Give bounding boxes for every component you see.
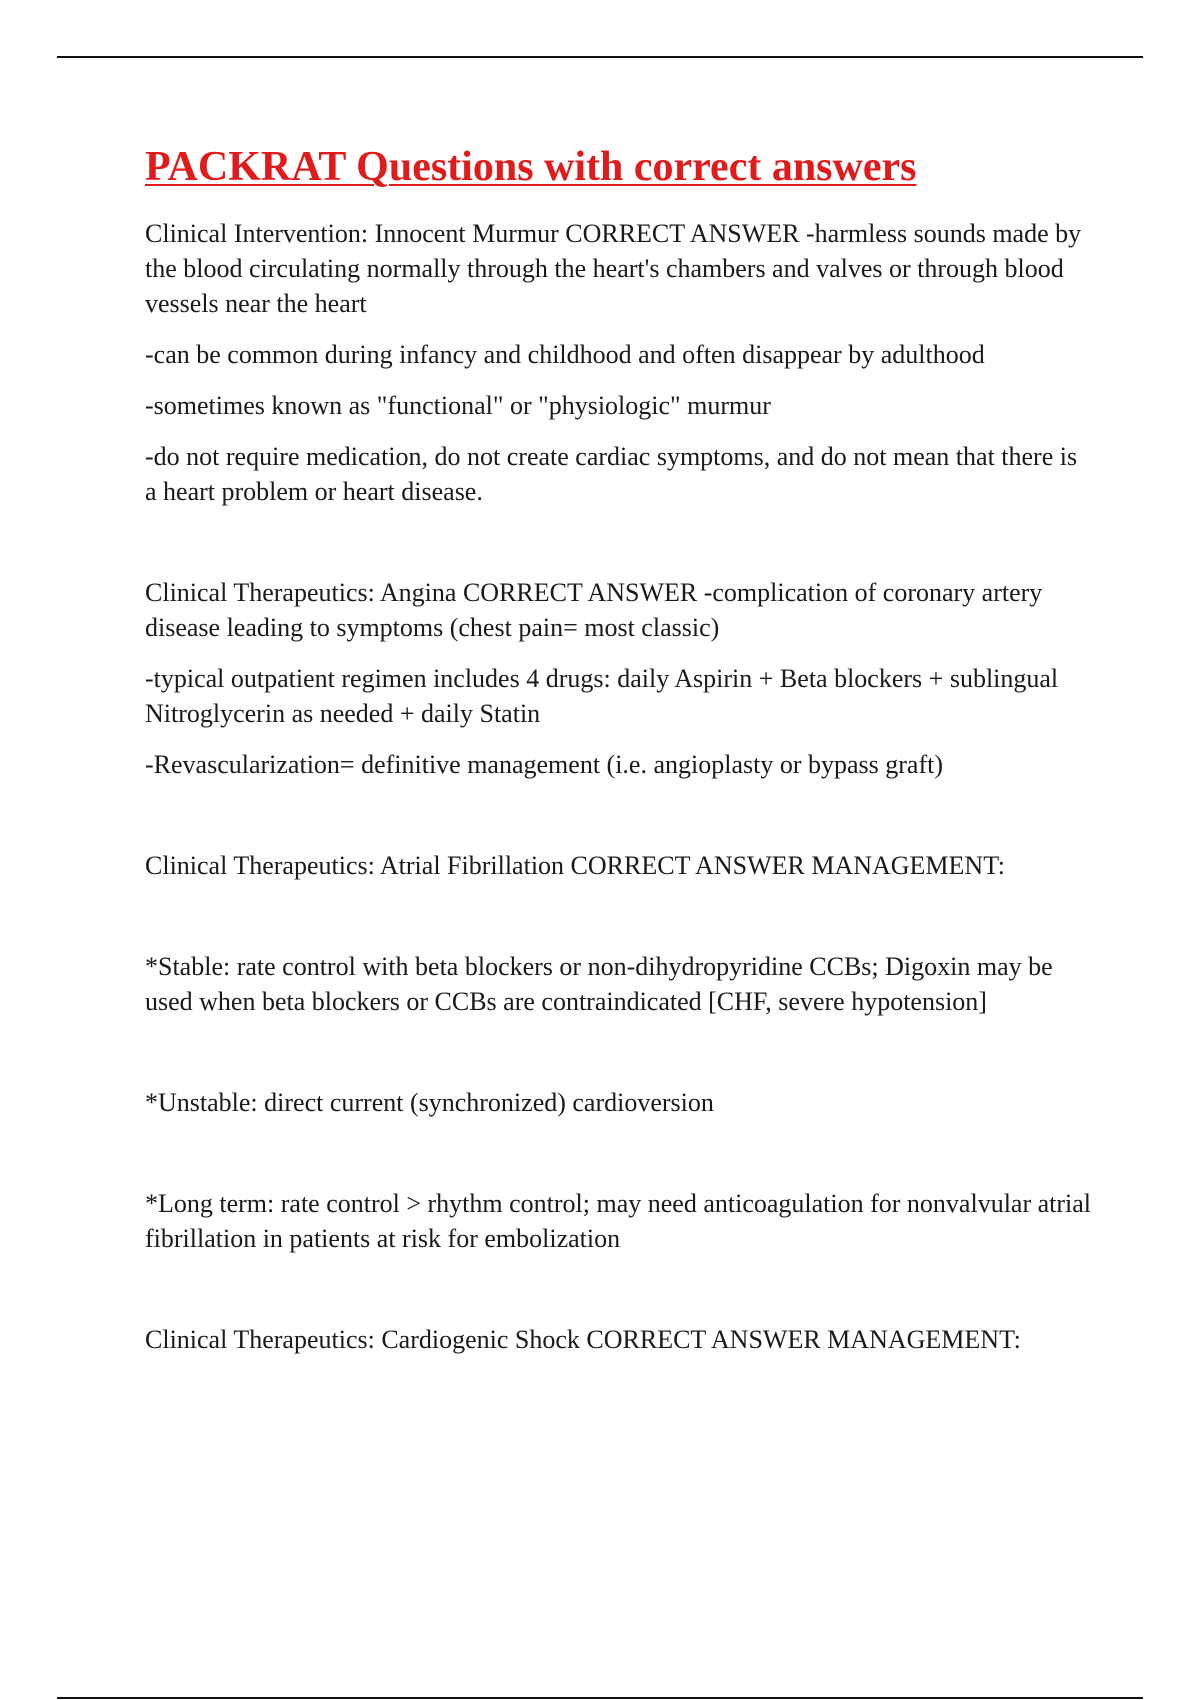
- document-body: [145, 140, 1095, 1373]
- paragraph-innocent-murmur-note-2: -sometimes known as "functional" or "physiologic" murmur: [145, 391, 771, 420]
- paragraph-af-long-term: *Long term: rate control > rhythm control; may need anticoagulation for nonvalvular atrial fibrillation in patients at risk for embolization: [145, 1189, 1092, 1253]
- paragraph-af-unstable: *Unstable: direct current (synchronized) cardioversion: [145, 1088, 714, 1117]
- paragraph-angina-note-2: -Revascularization= definitive management (i.e. angioplasty or bypass graft): [145, 750, 944, 779]
- document-title: PACKRAT Questions with correct answers: [145, 144, 917, 190]
- paragraph-cardiogenic-shock: Clinical Therapeutics: Cardiogenic Shock CORRECT ANSWER MANAGEMENT:: [145, 1325, 1021, 1354]
- bottom-rule: [57, 1697, 1143, 1699]
- paragraph-af-stable: *Stable: rate control with beta blockers or non-dihydropyridine CCBs; Digoxin may be used when beta blockers or CCBs are contraindicated [CHF, severe hypotension]: [145, 952, 1053, 1016]
- paragraph-atrial-fibrillation: Clinical Therapeutics: Atrial Fibrillation CORRECT ANSWER MANAGEMENT:: [145, 851, 1006, 880]
- paragraph-innocent-murmur: Clinical Intervention: Innocent Murmur CORRECT ANSWER -harmless sounds made by the blood circulating normally through the heart's chambers and valves or through blood vessels near the heart: [145, 219, 1082, 318]
- paragraph-innocent-murmur-note-1: -can be common during infancy and childhood and often disappear by adulthood: [145, 340, 985, 369]
- paragraph-innocent-murmur-note-3: -do not require medication, do not create cardiac symptoms, and do not mean that there is a heart problem or heart disease.: [145, 442, 1078, 506]
- paragraph-angina: Clinical Therapeutics: Angina CORRECT ANSWER -complication of coronary artery disease leading to symptoms (chest pain= most classic): [145, 578, 1043, 642]
- top-rule: [57, 56, 1143, 58]
- paragraph-angina-note-1: -typical outpatient regimen includes 4 drugs: daily Aspirin + Beta blockers + sublingual Nitroglycerin as needed + daily Statin: [145, 664, 1059, 728]
